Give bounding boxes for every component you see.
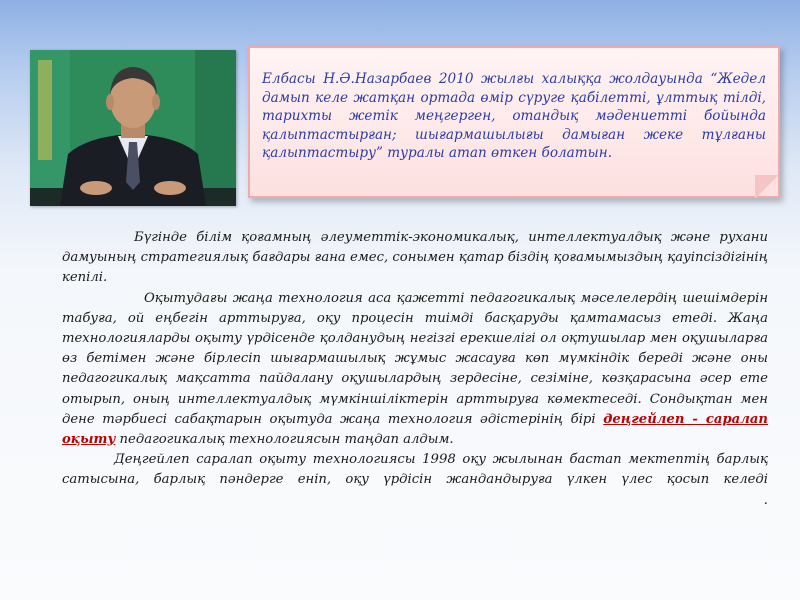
- highlighted-term: деңгейлеп - саралап оқыту: [62, 411, 768, 448]
- paragraph-3-text: Деңгейлеп саралап оқыту технологиясы 1998 оқу жылынан бастап мектептің барлық сатысына, барлық пәндерге еніп, оқу үрдісін жандандыруға үлкен үлес қосып келеді: [62, 452, 768, 488]
- quote-callout: [248, 46, 780, 198]
- paragraph-3: Деңгейлеп саралап оқыту технологиясы 1998 оқу жылынан бастап мектептің барлық сатысына, барлық пәндерге еніп, оқу үрдісін жандандыруға үлкен үлес қосып келеді .: [62, 452, 768, 508]
- main-text: [62, 228, 768, 511]
- callout-fold-corner: [755, 175, 779, 199]
- paragraph-1: Бүгінде білім қоғамның әлеуметтік-экономикалық, интеллектуалдық және рухани дамуының стратегиялық бағдары ғана емес, сонымен қатар біздің қоғамымыздың қауіпсіздігінің кепілі.: [62, 230, 768, 286]
- portrait-photo: [30, 50, 236, 206]
- paragraph-2-end: педагогикалық технологиясын таңдап алдым.: [119, 432, 454, 448]
- paragraph-2-start: Оқытудағы жаңа технология аса қажетті педагогикалық мәселелердің шешімдерін табуға, ой еңбегін арттыруға, оқу процесін тиімді басқаруды қамтамасыз етеді. Жаңа технологияларды оқыту үрдісенде қолданудың негізгі ерекшелігі ол оқтушылар мен оқушыларға өз бетімен және бірлесіп шығармашылық жұмыс жасауға көп мүмкіндік береді және оны педагогикалық мақсатта пайдалану оқушылардың зердесіне, сезіміне, көзқарасына әсер ете отырып, оның интеллектуалдық мүмкіншіліктерін арттыруға көмектеседі. Сондықтан мен дене тәрбиесі сабақтарын оқытуда жаңа технология әдістерінің бірі: [62, 290, 768, 427]
- paragraph-2: [62, 289, 768, 451]
- quote-text: Елбасы Н.Ә.Назарбаев 2010 жылғы халыққа жолдауында “Жедел дамып келе жатқан ортада өмір сүруге қабілетті, ұлттық тілді, тарихты жетік меңгерген, отандық мәдениетті бойында қалыптастырған; шығармашылығы дамыған жеке тұлғаны қалыптастыру” туралы атап өткен болатын.: [262, 71, 766, 161]
